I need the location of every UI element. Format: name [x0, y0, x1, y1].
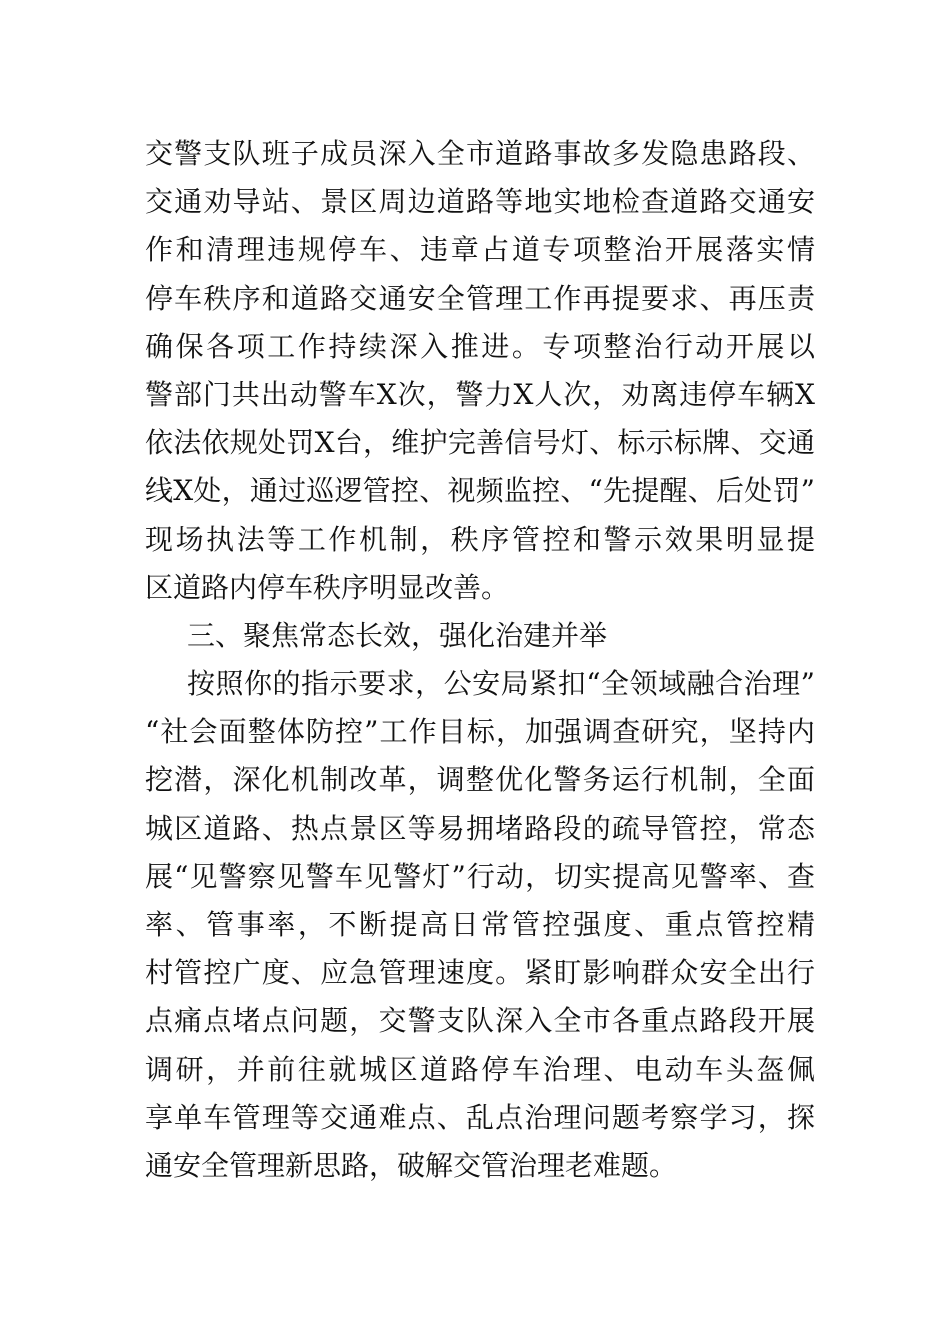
paragraph-1-line-10: 区道路内停车秩序明显改善。: [145, 570, 510, 604]
paragraph-1-line-3: 作和清理违规停车、违章占道专项整治开展落实情: [145, 233, 815, 267]
paragraph-1-line-8: 线X处，通过巡逻管控、视频监控、“先提醒、后处罚”: [145, 474, 815, 508]
paragraph-1-line-1: 交警支队班子成员深入全市道路事故多发隐患路段、: [145, 137, 815, 170]
paragraph-2-line-6: 率、管事率，不断提高日常管控强度、重点管控精: [145, 908, 815, 941]
paragraph-2-line-9: 调研，并前往就城区道路停车治理、电动车头盔佩: [145, 1052, 815, 1086]
document-body: [145, 130, 815, 1190]
paragraph-2-line-4: 城区道路、热点景区等易拥堵路段的疏导管控，常态: [145, 811, 815, 845]
paragraph-2-line-3: 挖潜，深化机制改革，调整优化警务运行机制，全面: [145, 763, 815, 797]
paragraph-1-line-9: 现场执法等工作机制，秩序管控和警示效果明显提: [145, 522, 815, 556]
paragraph-2-line-2: “社会面整体防控”工作目标，加强调查研究，坚持内: [145, 715, 815, 749]
paragraph-1-line-6: 警部门共出动警车X次，警力X人次，劝离违停车辆X: [145, 377, 815, 411]
section-heading: 三、聚焦常态长效，强化治建并举: [187, 618, 608, 652]
paragraph-2-line-8: 点痛点堵点问题，交警支队深入全市各重点路段开展: [145, 1004, 815, 1038]
paragraph-2-line-10: 享单车管理等交通难点、乱点治理问题考察学习，探: [145, 1100, 815, 1134]
paragraph-1-line-5: 确保各项工作持续深入推进。专项整治行动开展以: [145, 329, 815, 363]
paragraph-1-line-2: 交通劝导站、景区周边道路等地实地检查道路交通安: [145, 185, 815, 219]
paragraph-1-line-7: 依法依规处罚X台，维护完善信号灯、标示标牌、交通: [145, 426, 815, 460]
paragraph-2-line-11: 通安全管理新思路，破解交管治理老难题。: [145, 1148, 678, 1182]
paragraph-1-line-4: 停车秩序和道路交通安全管理工作再提要求、再压责: [145, 281, 815, 315]
paragraph-2-line-1: 按照你的指示要求，公安局紧扣“全领域融合治理”: [187, 667, 815, 701]
paragraph-2-line-7: 村管控广度、应急管理速度。紧盯影响群众安全出行: [145, 956, 815, 990]
paragraph-2-line-5: 展“见警察见警车见警灯”行动，切实提高见警率、查: [145, 859, 815, 893]
